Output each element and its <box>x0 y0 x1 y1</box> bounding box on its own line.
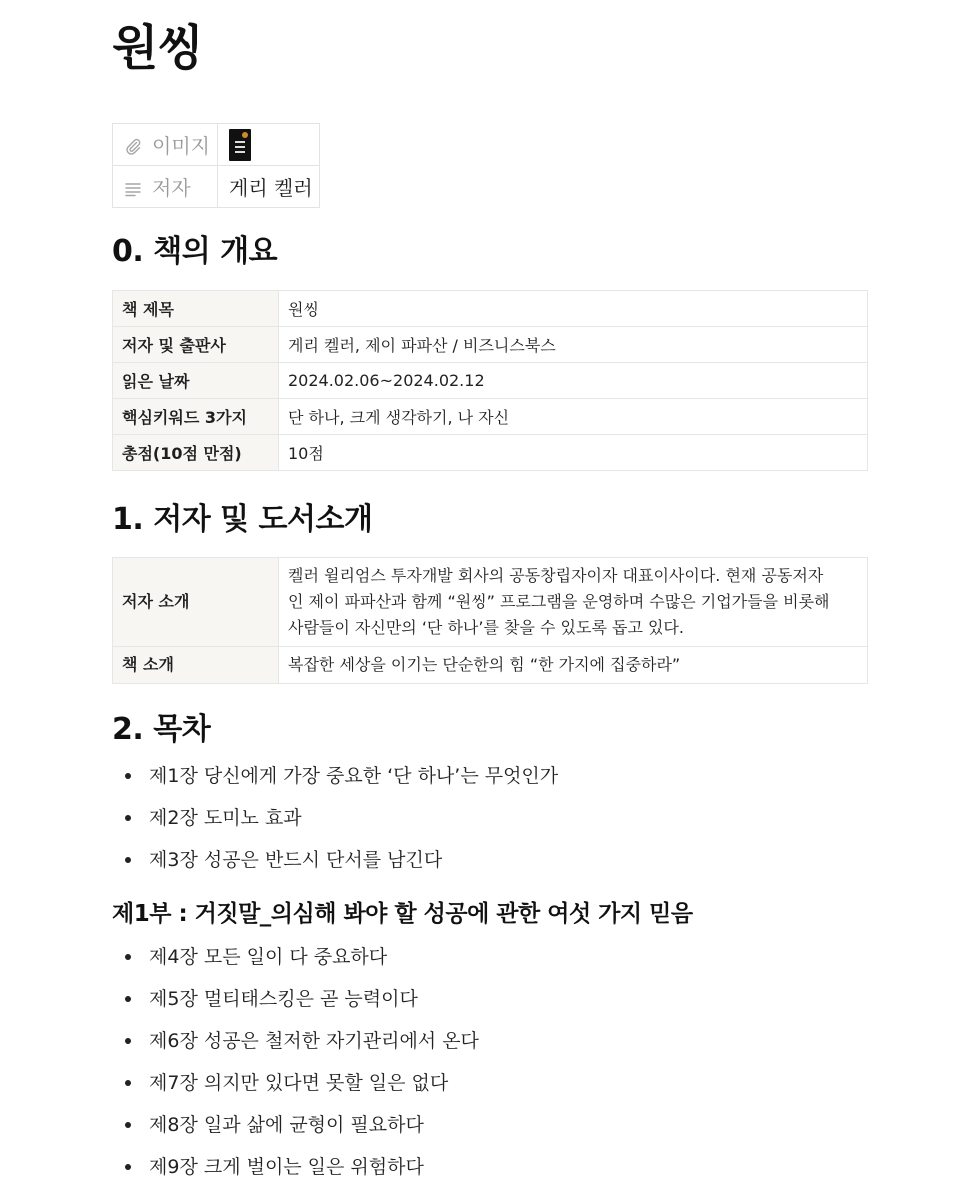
table-row <box>113 399 868 435</box>
table-value-cell[interactable]: 단 하나, 크게 생각하기, 나 자신 <box>279 399 868 435</box>
list-item: 제7장 의지만 있다면 못할 일은 없다 <box>112 1068 872 1110</box>
table-key-cell: 저자 및 출판사 <box>113 327 279 363</box>
list-item: 제4장 모든 일이 다 중요하다 <box>112 942 872 984</box>
text-line: 인 제이 파파산과 함께 “원씽” 프로그램을 운영하며 수많은 기업가들을 비롯해 <box>288 592 830 611</box>
table-row <box>113 327 868 363</box>
paperclip-icon <box>124 136 142 154</box>
table-value-cell[interactable]: 10점 <box>279 435 868 471</box>
property-label: 저자 <box>152 176 191 200</box>
table-row <box>113 435 868 471</box>
property-key <box>113 124 218 166</box>
table-value-cell[interactable]: 원씽 <box>279 291 868 327</box>
table-row <box>113 291 868 327</box>
list-item: 제8장 일과 삶에 균형이 필요하다 <box>112 1110 872 1152</box>
list-item: 제6장 성공은 철저한 자기관리에서 온다 <box>112 1026 872 1068</box>
table-key-cell: 책 제목 <box>113 291 279 327</box>
book-cover-thumbnail[interactable] <box>229 129 251 161</box>
table-row <box>113 647 868 684</box>
table-value-cell[interactable]: 게리 켈러, 제이 파파산 / 비즈니스북스 <box>279 327 868 363</box>
table-value-cell[interactable]: 2024.02.06~2024.02.12 <box>279 363 868 399</box>
table-value-cell[interactable] <box>279 647 868 684</box>
text-line: 복잡한 세상을 이기는 단순한의 힘 “한 가지에 집중하라” <box>288 655 681 674</box>
text-line: 사람들이 자신만의 ‘단 하나’를 찾을 수 있도록 돕고 있다. <box>288 618 684 637</box>
table-key-cell: 책 소개 <box>113 647 279 684</box>
table-key-cell: 읽은 날짜 <box>113 363 279 399</box>
table-key-cell: 저자 소개 <box>113 558 279 647</box>
property-label: 이미지 <box>152 134 210 158</box>
section-heading-intro: 1. 저자 및 도서소개 <box>112 502 373 537</box>
table-row <box>113 363 868 399</box>
list-item: 제5장 멀티태스킹은 곧 능력이다 <box>112 984 872 1026</box>
toc-list-a <box>112 761 872 887</box>
table-value-cell[interactable] <box>279 558 868 647</box>
part-heading: 제1부 : 거짓말_의심해 봐야 할 성공에 관한 여섯 가지 믿음 <box>112 901 693 927</box>
property-value-author[interactable]: 게리 켈러 <box>218 166 320 208</box>
text-line: 켈러 윌리엄스 투자개발 회사의 공동창립자이자 대표이사이다. 현재 공동저자 <box>288 566 824 585</box>
toc-list-b <box>112 942 872 1194</box>
list-item: 제2장 도미노 효과 <box>112 803 872 845</box>
property-row-image <box>113 124 320 166</box>
table-key-cell: 총점(10점 만점) <box>113 435 279 471</box>
list-item: 제3장 성공은 반드시 단서를 남긴다 <box>112 845 872 887</box>
list-item: 제1장 당신에게 가장 중요한 ‘단 하나’는 무엇인가 <box>112 761 872 803</box>
section-heading-toc: 2. 목차 <box>112 712 211 747</box>
page-title: 원씽 <box>112 20 203 76</box>
intro-table <box>112 557 868 684</box>
property-key <box>113 166 218 208</box>
property-value-image[interactable] <box>218 124 320 166</box>
property-row-author <box>113 166 320 208</box>
text-lines-icon <box>124 178 142 196</box>
properties-table <box>112 123 320 208</box>
list-item: 제9장 크게 벌이는 일은 위험하다 <box>112 1152 872 1194</box>
table-row <box>113 558 868 647</box>
overview-table <box>112 290 868 471</box>
table-key-cell: 핵심키워드 3가지 <box>113 399 279 435</box>
section-heading-overview: 0. 책의 개요 <box>112 234 278 269</box>
